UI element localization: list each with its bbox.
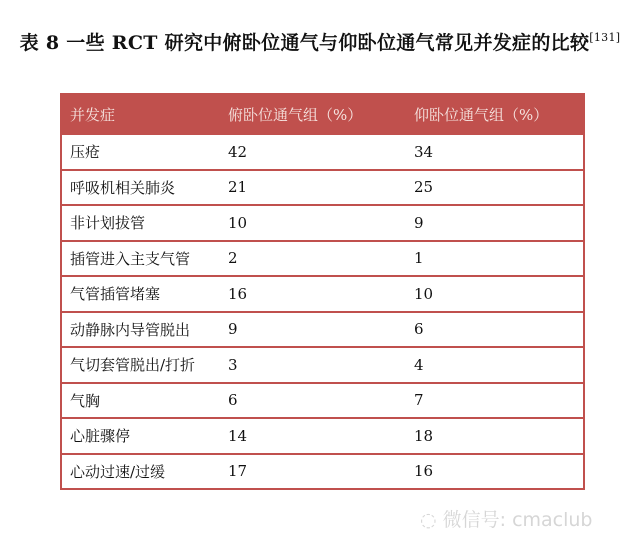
table-row	[61, 205, 584, 241]
header-supine: 仰卧位通气组（%）	[406, 94, 584, 134]
complication: 动静脉内导管脱出	[61, 312, 220, 348]
header-prone: 俯卧位通气组（%）	[220, 94, 406, 134]
supine-value: 1	[406, 241, 584, 277]
header-complication: 并发症	[61, 94, 220, 134]
supine-value: 25	[406, 170, 584, 206]
prone-value: 17	[220, 454, 406, 490]
prone-value: 16	[220, 276, 406, 312]
prone-value: 21	[220, 170, 406, 206]
complication: 心脏骤停	[61, 418, 220, 454]
complication: 心动过速/过缓	[61, 454, 220, 490]
prone-value: 6	[220, 383, 406, 419]
table-row	[61, 134, 584, 170]
table-row	[61, 312, 584, 348]
header-row	[61, 94, 584, 134]
complication: 压疮	[61, 134, 220, 170]
table-title: 表 8 一些 RCT 研究中俯卧位通气与仰卧位通气常见并发症的比较[131]	[19, 31, 621, 54]
table-row	[61, 241, 584, 277]
prone-value: 42	[220, 134, 406, 170]
complication: 气胸	[61, 383, 220, 419]
complication: 呼吸机相关肺炎	[61, 170, 220, 206]
supine-value: 10	[406, 276, 584, 312]
prone-value: 10	[220, 205, 406, 241]
table-row	[61, 418, 584, 454]
complications-table	[60, 93, 585, 490]
table-row	[61, 383, 584, 419]
supine-value: 16	[406, 454, 584, 490]
complication: 气切套管脱出/打折	[61, 347, 220, 383]
prone-value: 2	[220, 241, 406, 277]
supine-value: 4	[406, 347, 584, 383]
table-row	[61, 454, 584, 490]
prone-value: 3	[220, 347, 406, 383]
complication: 非计划拔管	[61, 205, 220, 241]
prone-value: 9	[220, 312, 406, 348]
prone-value: 14	[220, 418, 406, 454]
watermark: ◌ 微信号: cmaclub	[420, 509, 593, 531]
supine-value: 9	[406, 205, 584, 241]
wechat-icon: ◌	[420, 509, 443, 531]
supine-value: 7	[406, 383, 584, 419]
supine-value: 34	[406, 134, 584, 170]
table-row	[61, 170, 584, 206]
complication: 插管进入主支气管	[61, 241, 220, 277]
supine-value: 6	[406, 312, 584, 348]
citation-ref: [131]	[589, 31, 621, 44]
table-row	[61, 276, 584, 312]
supine-value: 18	[406, 418, 584, 454]
complication: 气管插管堵塞	[61, 276, 220, 312]
table-row	[61, 347, 584, 383]
